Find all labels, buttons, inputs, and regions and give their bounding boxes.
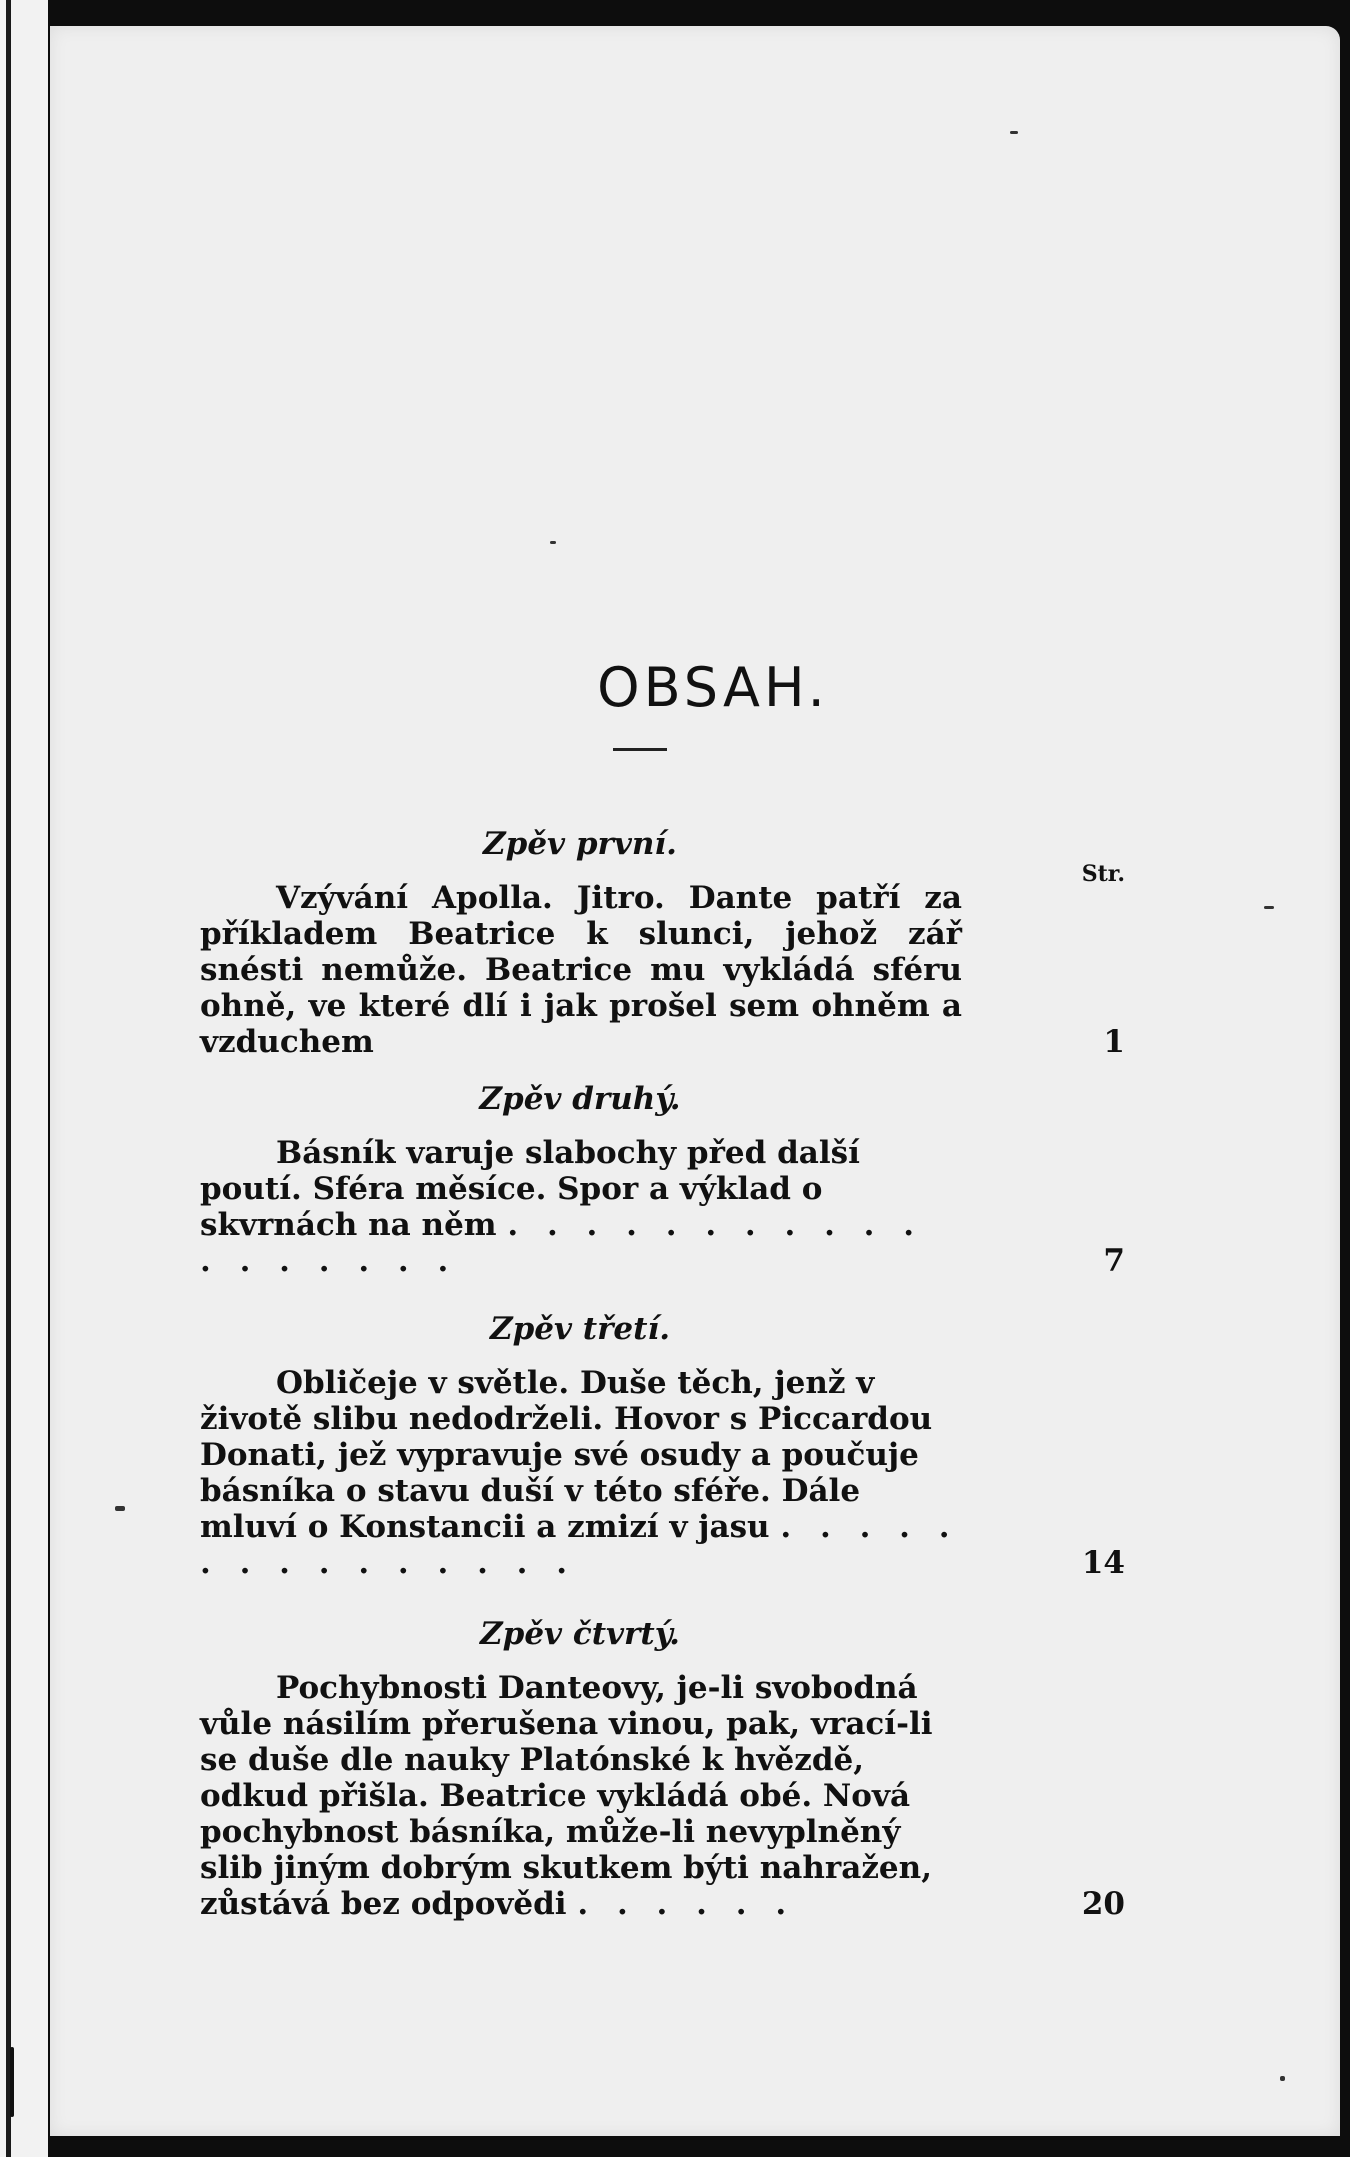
toc-section-3 — [200, 1311, 1125, 1581]
entry-page-number: 20 — [1081, 1886, 1125, 1922]
entry-description — [200, 1135, 962, 1279]
section-heading: Zpěv třetí. — [489, 1311, 671, 1347]
dot-leaders: . . . . . . — [577, 1886, 796, 1922]
toc-section-4 — [200, 1616, 1125, 1922]
entry-description: Vzývání Apolla. Jitro. Dante patří za příkladem Beatrice k slunci, jehož zář snésti nemůže. Beatrice mu vykládá sféru ohně, ve které dlí i jak prošel sem ohněm a vzduchem — [200, 880, 962, 1060]
title-divider — [613, 748, 667, 751]
toc-entry — [200, 1135, 1125, 1279]
scan-speck — [10, 2047, 14, 2117]
entry-text-span: Obličeje v světle. Duše těch, jenž v životě slibu nedodrželi. Hovor s Piccardou Donati, jež vypravuje své osudy a poučuje básníka o stavu duší v této sféře. Dále mluví o Konstancii a zmizí v jasu — [200, 1365, 933, 1545]
toc-section-1 — [200, 826, 1125, 1060]
scan-speck — [550, 541, 556, 544]
entry-page-number: 1 — [1103, 1024, 1125, 1060]
toc-section-2 — [200, 1081, 1125, 1279]
toc-entry — [200, 1670, 1125, 1922]
scan-speck — [1280, 2076, 1285, 2081]
adjacent-page-edge — [0, 0, 48, 2157]
scan-speck — [1010, 131, 1018, 134]
scan-speck — [1264, 906, 1274, 909]
binding-mark — [0, 2027, 34, 2127]
section-heading: Zpěv druhý. — [479, 1081, 681, 1117]
entry-description — [200, 1670, 962, 1922]
entry-page-number: 7 — [1103, 1243, 1125, 1279]
entry-description — [200, 1365, 962, 1581]
section-heading: Zpěv čtvrtý. — [480, 1616, 680, 1652]
page-column-label: Str. — [1081, 861, 1125, 887]
page-title: OBSAH. — [597, 656, 829, 719]
dot-leaders: . . . . . . . . . . . . . . . — [200, 1509, 959, 1581]
toc-entry — [200, 1365, 1125, 1581]
entry-text-span: Básník varuje slabochy před další poutí. Sféra měsíce. Spor a výklad o skvrnách na něm — [200, 1135, 860, 1243]
page-gutter-line — [6, 0, 11, 2157]
scan-speck — [115, 1506, 125, 1511]
section-heading: Zpěv první. — [483, 826, 677, 862]
dot-leaders: . . . . . . . . . . . . . . . . . . — [200, 1207, 924, 1279]
entry-page-number: 14 — [1081, 1545, 1125, 1581]
entry-text-span: Pochybnosti Danteovy, je-li svobodná vůle násilím přerušena vinou, pak, vrací-li se duše dle nauky Platónské k hvězdě, odkud přišla. Beatrice vykládá obé. Nová pochybnost básníka, může-li nevyplněný slib jiným dobrým skutkem býti nahražen, zůstává bez odpovědi — [200, 1670, 933, 1922]
toc-entry — [200, 880, 1125, 1060]
book-page — [50, 26, 1340, 2136]
